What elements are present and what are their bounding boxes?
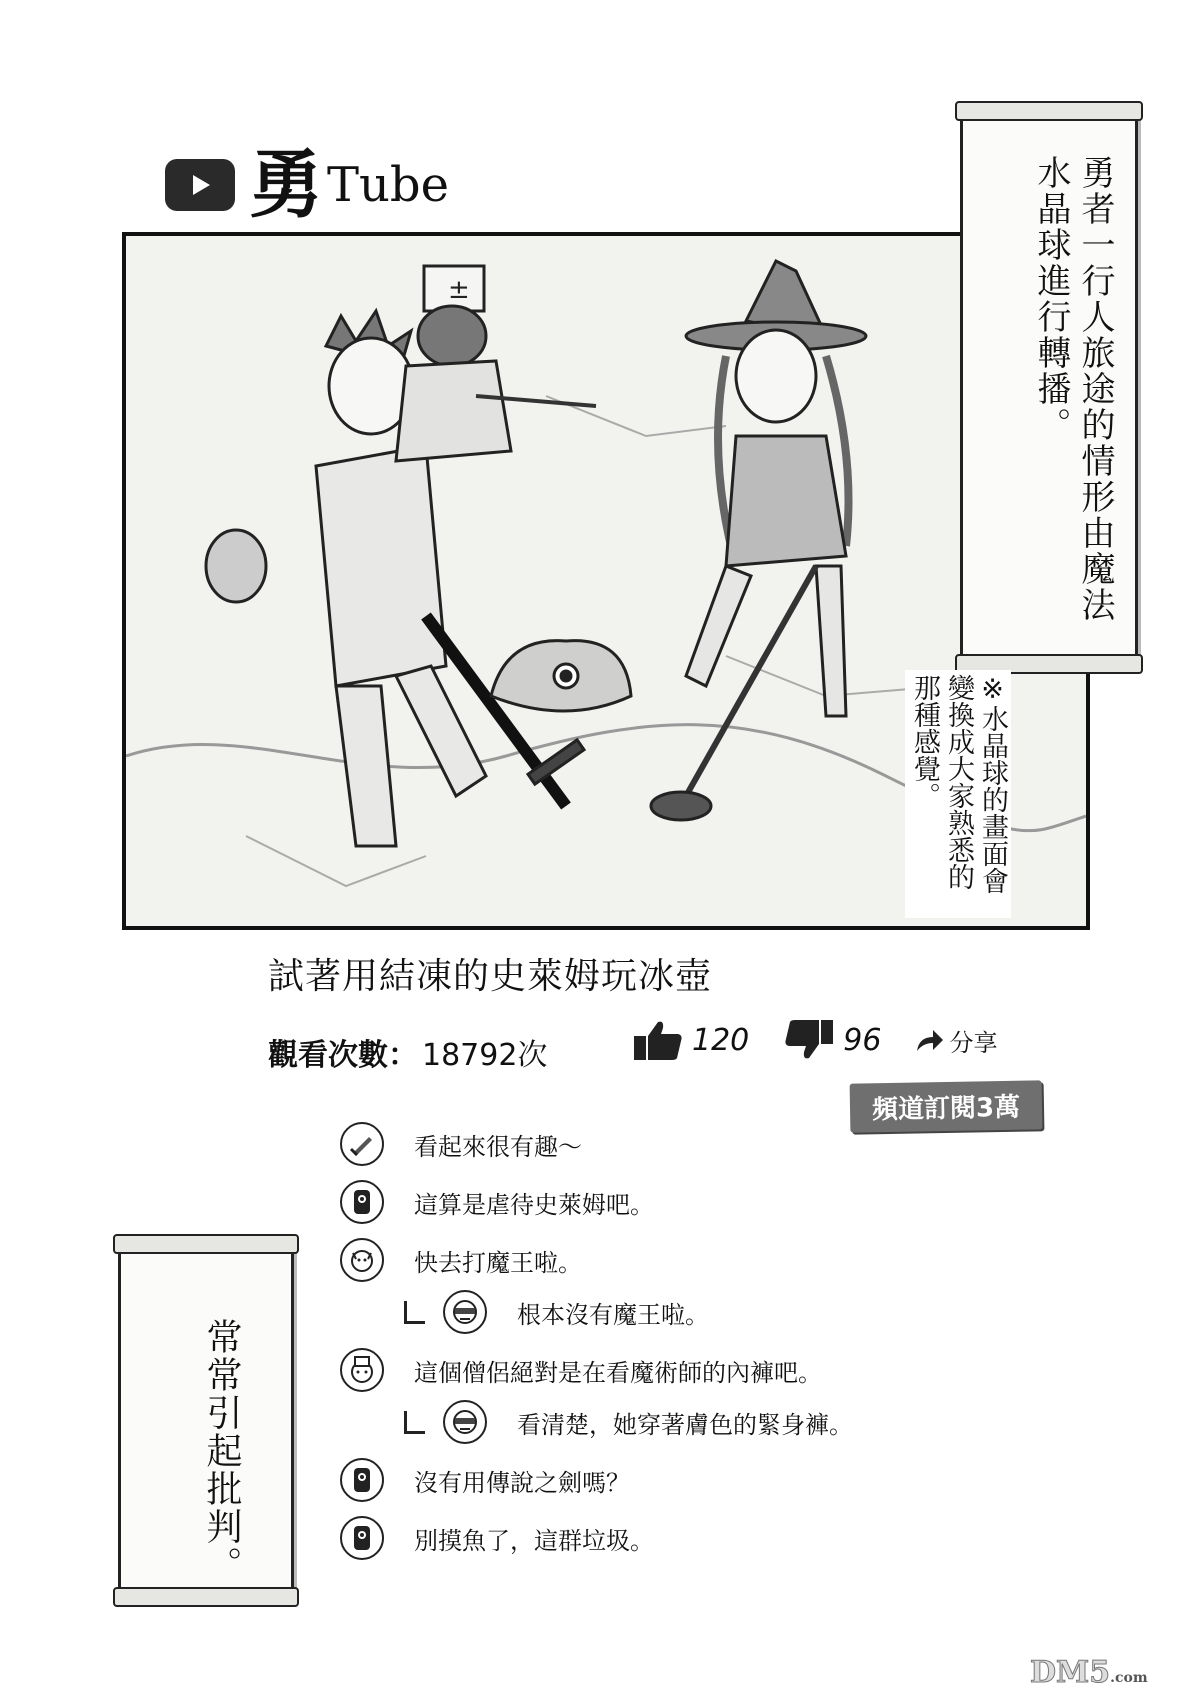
comment-text: 根本沒有魔王啦。	[517, 1300, 709, 1329]
like-count: 120	[692, 1022, 750, 1058]
narration-text-left: 常常引起批判。	[201, 1318, 242, 1584]
narration-note: ※水晶球的畫面會變換成大家熟悉的那種感覺。	[905, 670, 1011, 918]
subscriber-badge[interactable]: 頻道訂閱3萬	[850, 1080, 1043, 1132]
like-button[interactable]	[632, 1018, 749, 1062]
video-title[interactable]: 試著用結凍的史萊姆玩冰壺	[268, 956, 713, 997]
comment-text: 這個僧侶絕對是在看魔術師的內褲吧。	[414, 1358, 822, 1387]
share-button[interactable]	[915, 1023, 997, 1058]
brand-main: 勇	[249, 142, 323, 228]
video-stats	[632, 1018, 1031, 1062]
view-count	[268, 1030, 547, 1074]
views-label: 觀看次數：	[268, 1038, 418, 1073]
masked-face-icon[interactable]	[443, 1400, 487, 1444]
reply-indicator-icon	[404, 1411, 425, 1434]
comment-reply[interactable]	[404, 1290, 1040, 1334]
narration-scroll-right	[960, 112, 1138, 663]
comment-item[interactable]	[340, 1122, 1040, 1166]
watermark-logo	[1030, 1655, 1148, 1690]
comment-text: 別摸魚了，這群垃圾。	[414, 1526, 654, 1555]
comment-text: 看起來很有趣～	[414, 1132, 582, 1161]
comment-text: 看清楚，她穿著膚色的緊身褲。	[517, 1410, 853, 1439]
comment-item[interactable]	[340, 1238, 1040, 1282]
comment-text: 快去打魔王啦。	[414, 1248, 582, 1277]
play-icon	[165, 159, 235, 211]
comment-text: 沒有用傳說之劍嗎？	[414, 1468, 630, 1497]
comment-item[interactable]	[340, 1458, 1040, 1502]
dark-eye-icon[interactable]	[340, 1516, 384, 1560]
comment-item[interactable]	[340, 1516, 1040, 1560]
svg-text:±: ±	[448, 275, 470, 305]
views-value: 18792次	[422, 1038, 548, 1073]
thumbs-down-icon	[783, 1018, 835, 1062]
brand-sub: Tube	[327, 157, 450, 213]
dislike-count: 96	[843, 1022, 882, 1058]
monk-face-icon[interactable]	[340, 1348, 384, 1392]
watermark-main: DM5	[1030, 1655, 1111, 1690]
share-label: 分享	[949, 1028, 998, 1057]
dog-icon[interactable]	[340, 1238, 384, 1282]
narration-text-right: 勇者一行人旅途的情形由魔法水晶球進行轉播。	[1031, 155, 1115, 623]
comment-list	[340, 1122, 1040, 1574]
sword-icon[interactable]	[340, 1122, 384, 1166]
comment-text: 這算是虐待史萊姆吧。	[414, 1190, 654, 1219]
dark-eye-icon[interactable]	[340, 1458, 384, 1502]
reply-indicator-icon	[404, 1301, 425, 1324]
comment-item[interactable]	[340, 1180, 1040, 1224]
dark-eye-icon[interactable]	[340, 1180, 384, 1224]
comment-reply[interactable]	[404, 1400, 1040, 1444]
masked-face-icon[interactable]	[443, 1290, 487, 1334]
comment-item[interactable]	[340, 1348, 1040, 1392]
share-icon	[915, 1027, 945, 1053]
thumbs-up-icon	[632, 1018, 684, 1062]
narration-scroll-left	[118, 1245, 294, 1596]
brand-logo[interactable]	[165, 142, 450, 228]
dislike-button[interactable]	[783, 1018, 881, 1062]
watermark-sub: .com	[1110, 1670, 1148, 1686]
